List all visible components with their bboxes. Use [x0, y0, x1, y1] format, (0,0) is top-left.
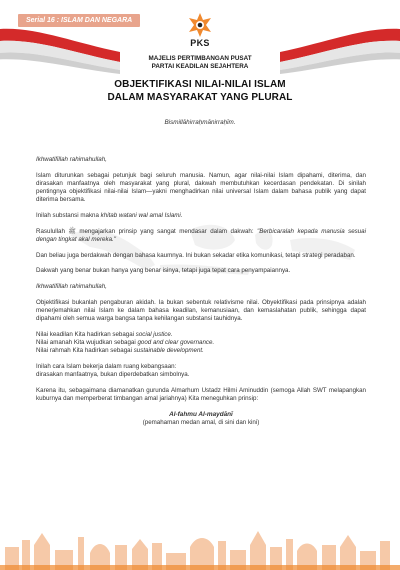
value-1 — [36, 331, 173, 338]
value-3-text: Nilai rahmah Kita hadirkan sebagai — [36, 347, 134, 355]
paragraph-3 — [36, 228, 366, 244]
value-1-text: Nilai keadilan Kita hadirkan sebagai — [36, 330, 136, 338]
paragraph-2-text: Inilah substansi makna — [36, 212, 101, 220]
series-badge: Serial 16 : ISLAM DAN NEGARA — [18, 14, 140, 27]
title-line-2: DALAM MASYARAKAT YANG PLURAL — [107, 92, 293, 103]
brand-name: PKS — [190, 38, 210, 48]
paragraph-6: Objektifikasi bukanlah pengaburan akidah. Ia bukan sebentuk relativisme nilai. Obyektifikasi pada prinsipnya adalah menerjemahkan nilai Islam ke dalam bahasa keadilan, kemanusiaan, dan kemaslahatan publik, sehingga dapat dipahami oleh semua warga bangsa tanpa kehilangan substansi tauhidnya. — [36, 298, 366, 323]
value-3-emphasis: sustainable development. — [133, 347, 204, 355]
paragraph-2 — [36, 212, 366, 220]
value-2-emphasis: good and clear governance. — [137, 339, 215, 347]
value-2 — [36, 339, 214, 346]
article-body — [36, 156, 366, 427]
paragraph-4: Dan beliau juga berdakwah dengan bahasa kaumnya. Ini bukan sekadar etika komunikasi, tetapi strategi peradaban. — [36, 251, 356, 259]
motto: Al-fahmu Al-maydānī — [169, 410, 233, 418]
org-line-2: PARTAI KEADILAN SEJAHTERA — [151, 63, 249, 70]
greeting-1: Ikhwatifillah rahimahullah, — [36, 156, 107, 163]
city-skyline — [0, 525, 400, 570]
paragraph-7 — [36, 363, 366, 379]
value-1-emphasis: social justice. — [135, 330, 173, 338]
motto-subtitle: (pemahaman medan amal, di sini dan kini) — [142, 418, 260, 426]
paragraph-1: Islam diturunkan sebagai petunjuk bagi seluruh manusia. Namun, agar nilai-nilai Islam dipahami, diterima, dan dirasakan manfaatnya oleh masyarakat yang plural, dakwah membutuhkan kecerdasan pendekatan. Di sinilah pentingnya objektifikasi nilai-nilai Islam—yakni menghadirkan nilai universal Islam dalam bahasa publik yang dapat diterima bersama. — [36, 171, 366, 204]
paragraph-5: Dakwah yang benar bukan hanya yang benar isinya, tetapi juga tepat cara penyampaiannya. — [36, 267, 291, 275]
paragraph-8: Karena itu, sebagaimana diamanatkan gurunda Almarhum Ustadz Hilmi Aminuddin (semoga Allah SWT melapangkan kuburnya dan memperberat timbangan amal jariahnya) Kita meneguhkan prinsip: — [36, 386, 366, 403]
value-2-text: Nilai amanah Kita wujudkan sebagai — [36, 339, 138, 347]
paragraph-2-emphasis: khitab watani wal amal Islami. — [100, 212, 183, 220]
paragraph-3-text: Rasulullah ﷺ mengajarkan prinsip yang sangat mendasar dalam dakwah: — [36, 227, 258, 235]
paragraph-3-quote: "Berbicaralah kepada manusia sesuai dengan tingkat akal mereka." — [36, 227, 366, 243]
bismillah: Bismillāhirraḥmānirraḥīm. — [164, 119, 236, 126]
pks-logo-icon — [187, 12, 213, 38]
values-list — [36, 331, 366, 356]
greeting-2: Ikhwatifillah rahimahullah, — [36, 283, 107, 291]
title-line-1: OBJEKTIFIKASI NILAI-NILAI ISLAM — [114, 79, 286, 90]
paragraph-7-line-2: dirasakan manfaatnya, bukan diperdebatkan simbolnya. — [36, 371, 190, 379]
paragraph-7-line-1: Inilah cara Islam bekerja dalam ruang kebangsaan: — [36, 362, 177, 370]
value-3 — [36, 347, 204, 354]
org-line-1: MAJELIS PERTIMBANGAN PUSAT — [148, 55, 252, 62]
